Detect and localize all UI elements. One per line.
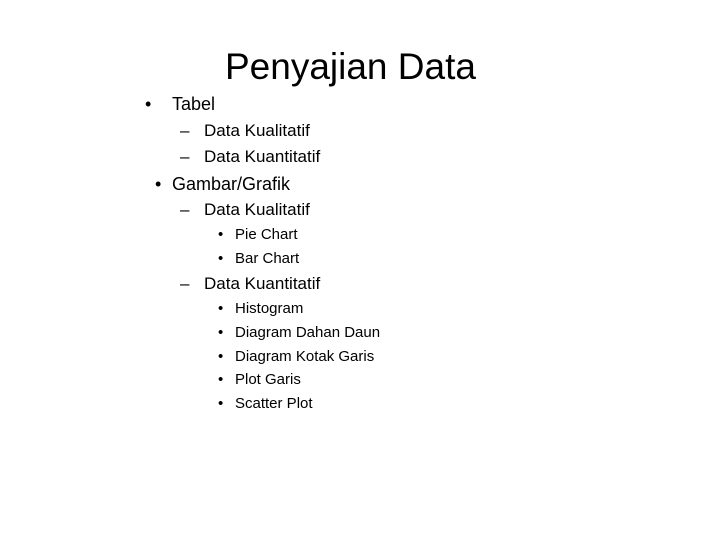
list-item-text: Data Kuantitatif — [204, 147, 321, 166]
bullet-dot-icon: • — [155, 174, 162, 194]
list-item-text: Bar Chart — [235, 250, 300, 267]
list-item-text: Data Kualitatif — [204, 200, 310, 219]
list-item-text: Tabel — [172, 94, 216, 114]
slide-title: Penyajian Data — [225, 46, 476, 87]
list-item-text: Diagram Dahan Daun — [235, 324, 381, 341]
bullet-dash-icon: – — [180, 121, 190, 140]
bullet-dash-icon: – — [180, 200, 190, 219]
bullet-dot-icon: • — [218, 348, 224, 365]
bullet-dash-icon: – — [180, 274, 190, 293]
bullet-dot-icon: • — [218, 395, 224, 412]
bullet-dot-icon: • — [145, 94, 152, 114]
bullet-dot-icon: • — [218, 371, 224, 388]
list-item-text: Data Kuantitatif — [204, 274, 321, 293]
list-item-text: Gambar/Grafik — [172, 174, 291, 194]
bullet-dot-icon: • — [218, 250, 224, 267]
bullet-dot-icon: • — [218, 226, 224, 243]
list-item-text: Scatter Plot — [235, 395, 313, 412]
bullet-dot-icon: • — [218, 300, 224, 317]
list-item-text: Diagram Kotak Garis — [235, 348, 375, 365]
list-item-text: Histogram — [235, 300, 304, 317]
list-item-text: Pie Chart — [235, 226, 298, 243]
bullet-dash-icon: – — [180, 147, 190, 166]
bullet-dot-icon: • — [218, 324, 224, 341]
list-item-text: Plot Garis — [235, 371, 301, 388]
list-item-text: Data Kualitatif — [204, 121, 310, 140]
